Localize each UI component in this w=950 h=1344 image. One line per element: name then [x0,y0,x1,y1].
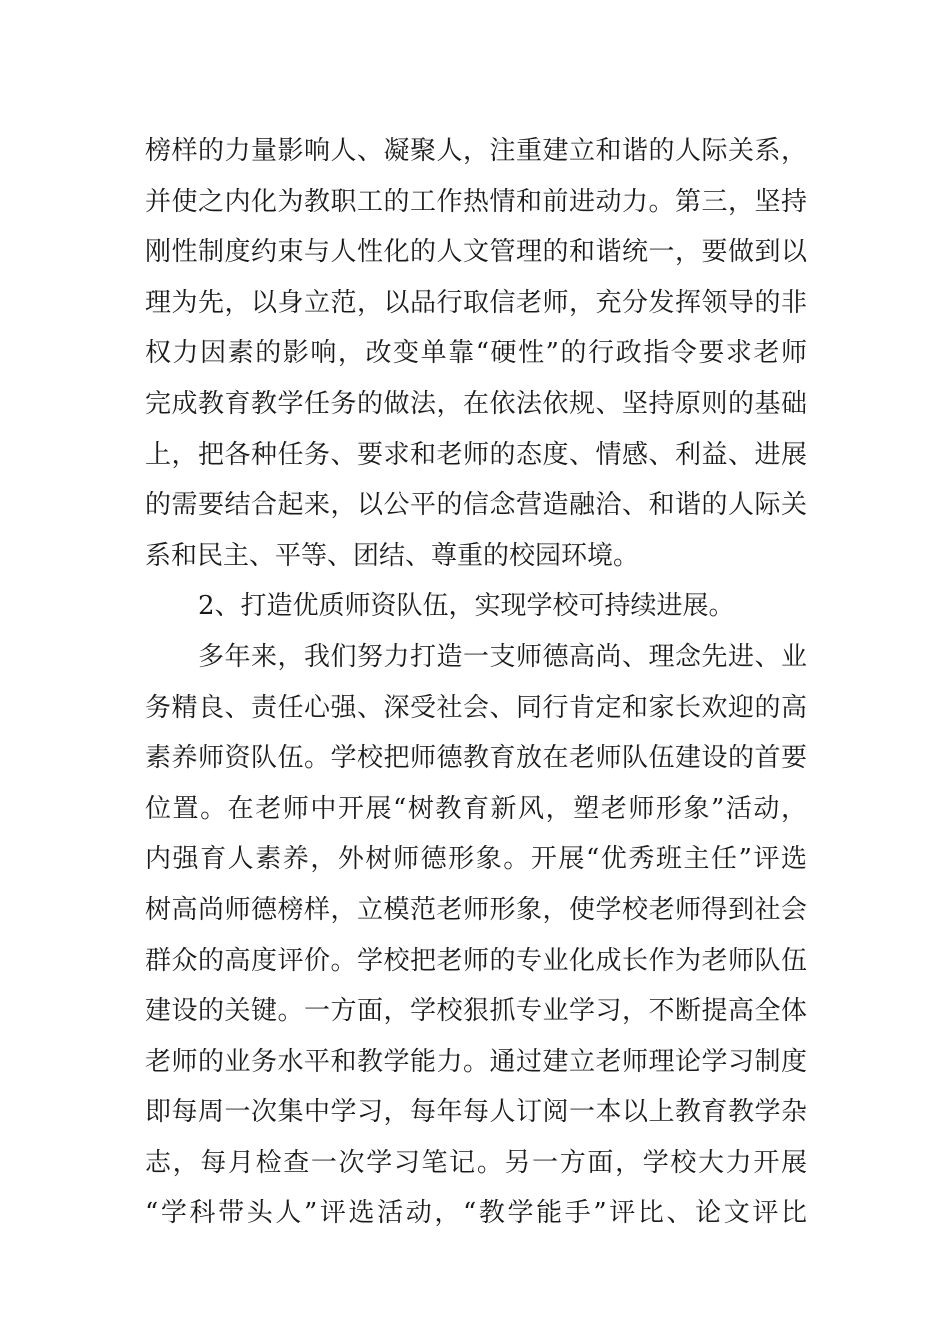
text-line: 素养师资队伍。学校把师德教育放在老师队伍建设的首要 [145,743,807,774]
text-line: 上，把各种任务、要求和老师的态度、情感、利益、进展 [145,439,807,470]
text-line: 务精良、责任心强、深受社会、同行肯定和家长欢迎的高 [145,692,807,723]
text-line: 刚性制度约束与人性化的人文管理的和谐统一，要做到以 [145,237,807,268]
text-line: 志，每月检查一次学习笔记。另一方面，学校大力开展 [145,1147,807,1178]
text-line: 即每周一次集中学习，每年每人订阅一本以上教育教学杂 [145,1097,807,1128]
text-line: 群众的高度评价。学校把老师的专业化成长作为老师队伍 [145,945,807,976]
text-line: 老师的业务水平和教学能力。通过建立老师理论学习制度 [145,1046,807,1077]
text-line: 树高尚师德榜样，立模范老师形象，使学校老师得到社会 [145,894,807,925]
text-line: 并使之内化为教职工的工作热情和前进动力。第三，坚持 [145,186,807,217]
text-line: 建设的关键。一方面，学校狠抓专业学习，不断提高全体 [145,996,807,1027]
body-text [145,126,807,1239]
text-line: 权力因素的影响，改变单靠“硬性”的行政指令要求老师 [145,338,807,369]
text-line: 理为先，以身立范，以品行取信老师，充分发挥领导的非 [145,287,807,318]
section-heading: 2、打造优质师资队伍，实现学校可持续进展。 [198,591,735,622]
text-line: 榜样的力量影响人、凝聚人，注重建立和谐的人际关系， [145,136,807,166]
text-line: 位置。在老师中开展“树教育新风，塑老师形象”活动， [145,793,807,824]
text-line: “学科带头人”评选活动，“教学能手”评比、论文评比 [145,1198,807,1229]
paragraph-end-line: 系和民主、平等、团结、尊重的校园环境。 [145,540,640,571]
text-line: 完成教育教学任务的做法，在依法依规、坚持原则的基础 [145,388,807,419]
text-line: 内强育人素养，外树师德形象。开展“优秀班主任”评选 [145,844,807,875]
text-line: 的需要结合起来，以公平的信念营造融洽、和谐的人际关 [145,490,807,521]
paragraph-first-line: 多年来，我们努力打造一支师德高尚、理念先进、业 [198,641,807,672]
